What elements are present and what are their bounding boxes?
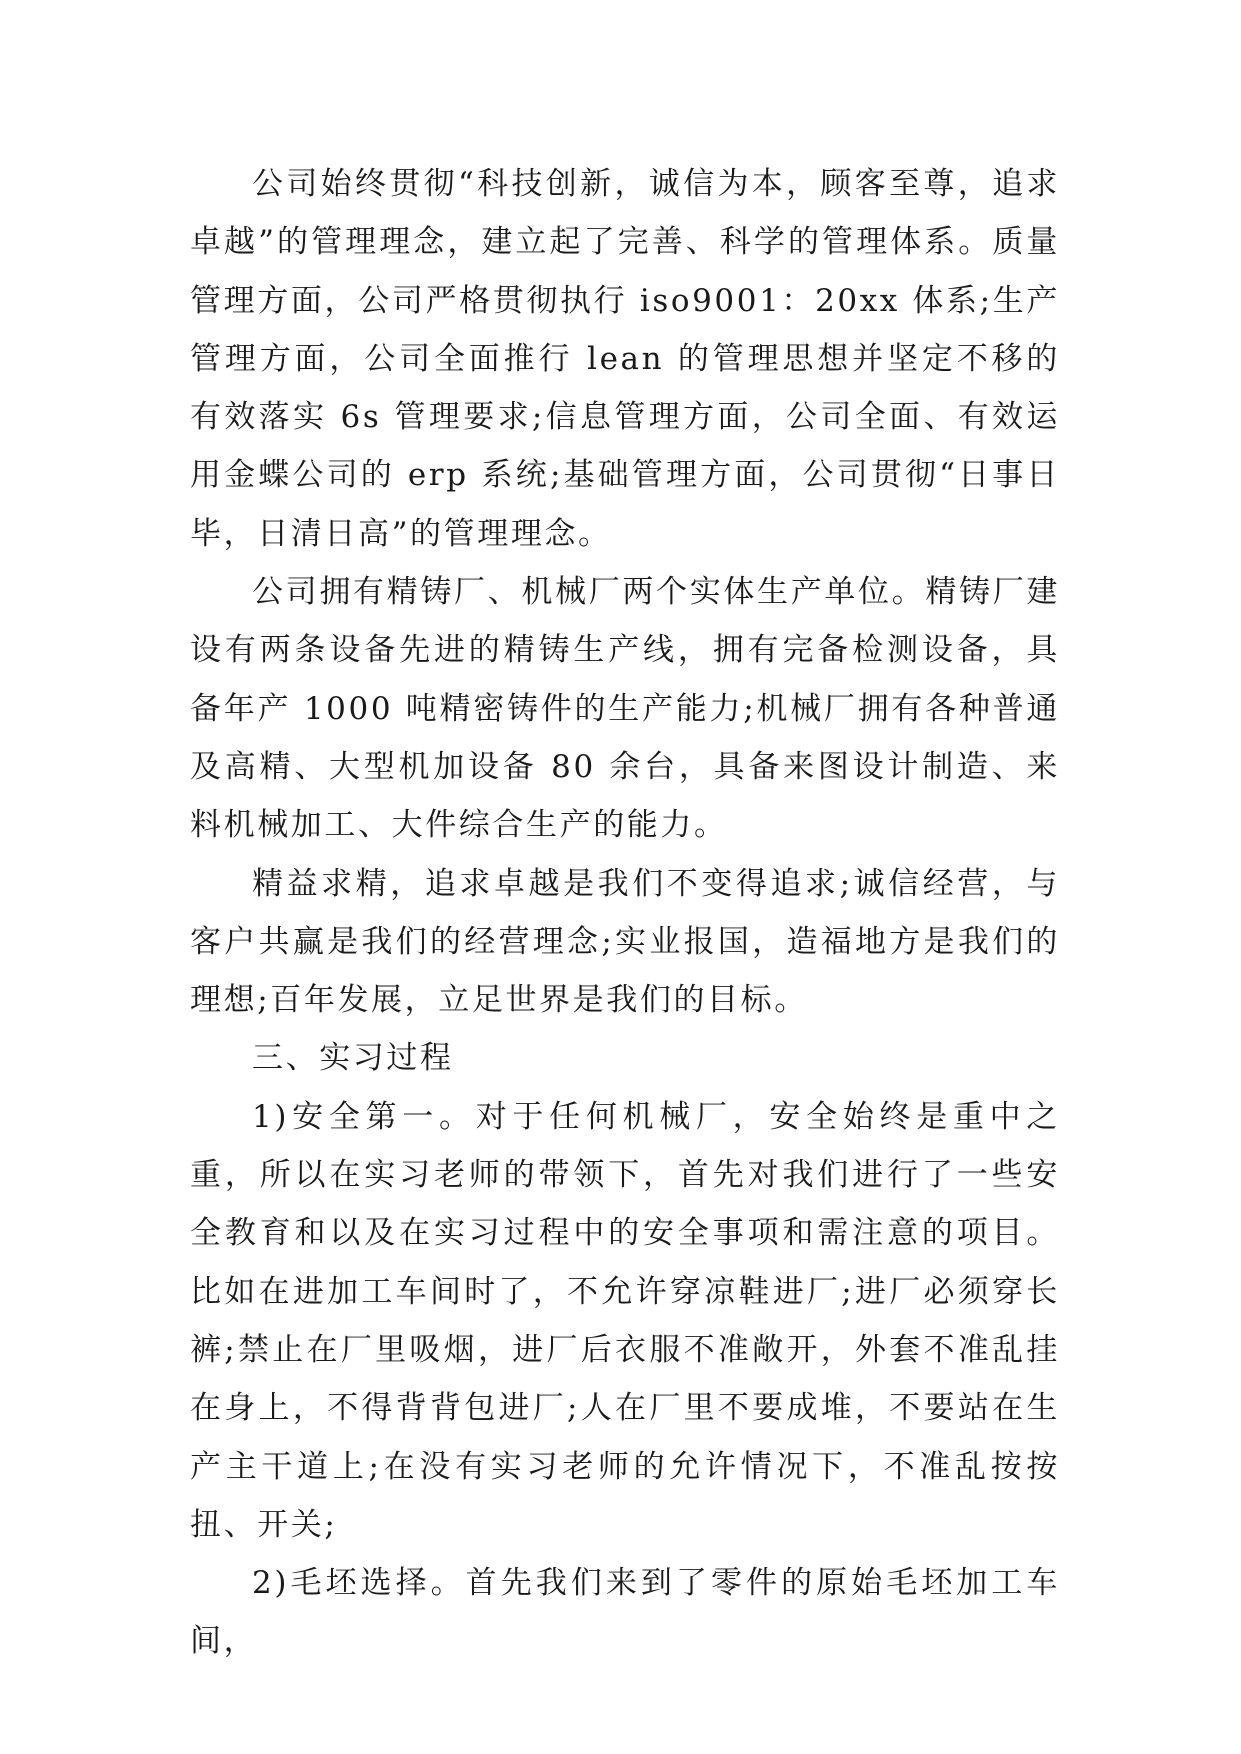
list-item-safety-first: 1)安全第一。对于任何机械厂，安全始终是重中之重，所以在实习老师的带领下，首先对我们进行了一些安全教育和以及在实习过程中的安全事项和需注意的项目。比如在进加工车间时了，不允许穿凉鞋进厂;进厂必须穿长裤;禁止在厂里吸烟，进厂后衣服不准敞开，外套不准乱挂在身上，不得背背包进厂;人在厂里不要成堆，不要站在生产主干道上;在没有实习老师的允许情况下，不准乱按按扭、开关; (190, 1098, 1060, 1543)
document-body (190, 155, 1060, 1671)
section-heading-internship-process: 三、实习过程 (252, 1040, 454, 1077)
list-item-blank-selection: 2)毛坯选择。首先我们来到了零件的原始毛坯加工车间， (190, 1565, 1060, 1660)
paragraph-management-philosophy: 公司始终贯彻“科技创新，诚信为本，顾客至尊，追求卓越”的管理理念，建立起了完善、科学的管理体系。质量管理方面，公司严格贯彻执行 iso9001：20xx 体系;生产管理方面，公司全面推行 lean 的管理思想并坚定不移的有效落实 6s 管理要求;信息管理方面，公司全面、有效运用金蝶公司的 erp 系统;基础管理方面，公司贯彻“日事日毕，日清日高”的管理理念。 (190, 166, 1060, 552)
paragraph-production-units: 公司拥有精铸厂、机械厂两个实体生产单位。精铸厂建设有两条设备先进的精铸生产线，拥有完备检测设备，具备年产 1000 吨精密铸件的生产能力;机械厂拥有各种普通及高精、大型机加设备 80 余台，具备来图设计制造、来料机械加工、大件综合生产的能力。 (190, 574, 1060, 844)
paragraph-company-values: 精益求精，追求卓越是我们不变得追求;诚信经营，与客户共赢是我们的经营理念;实业报国，造福地方是我们的理想;百年发展，立足世界是我们的目标。 (190, 865, 1060, 1019)
